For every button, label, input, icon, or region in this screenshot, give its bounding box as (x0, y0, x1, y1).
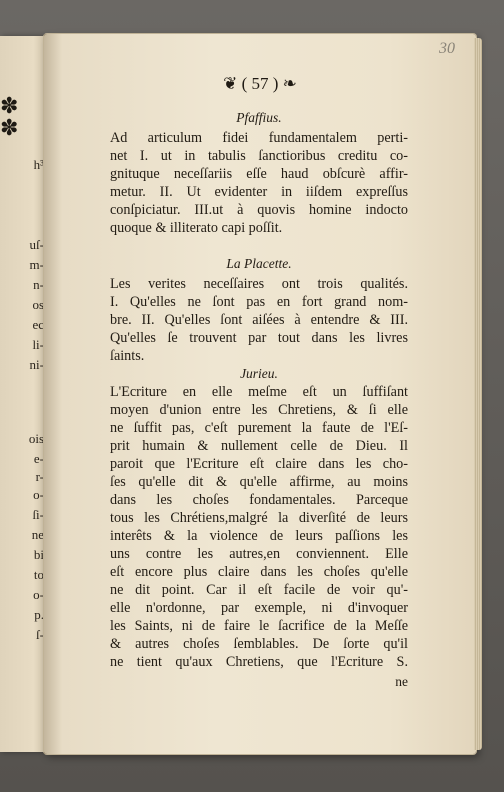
left-page-text-fragment: p. (34, 607, 44, 622)
text-line: uns contre les autres,en conviennent. Elle (110, 546, 408, 562)
text-line: net I. ut in tabulis ſanctioribus creditu co- (110, 148, 408, 164)
left-page-text-fragment: ni- (29, 357, 44, 372)
text-line: ne dit point. Car il eſt facile de voir qu'- (110, 582, 408, 598)
left-page-text-fragment: ſ- (36, 627, 44, 642)
left-page-text-fragment: to (33, 567, 44, 582)
text-line: dans les choſes fondamentales. Parceque (110, 492, 408, 508)
catchword: ne (395, 674, 408, 689)
header-ornament-left: ❦ (223, 74, 238, 93)
text-line: ne ſuffit pas, c'eſt purement la faute de l'Eſ- (110, 420, 408, 436)
left-page-text-fragment: os (32, 297, 44, 312)
left-page-text-fragment: ſi- (32, 507, 44, 522)
text-line: interêts & la violence de leurs paſſions les (110, 528, 408, 544)
left-page-text-fragment: h³ (33, 157, 44, 172)
text-line: metur. II. Ut evidenter in iiſdem expreſſus (110, 184, 408, 200)
text-line: prit humain & nullement celle de Dieu. Il (110, 438, 408, 454)
text-line: Ad articulum fidei fundamentalem perti- (110, 130, 408, 146)
section-heading: Jurieu. (240, 366, 278, 381)
text-line: tous les Chrétiens,malgré la diverſité de leurs (110, 510, 408, 526)
left-page-text-fragment: m- (29, 257, 44, 272)
book-page (44, 34, 476, 754)
left-page-text-fragment: li- (32, 337, 44, 352)
text-line: I. Qu'elles ne ſont pas en fort grand nom- (110, 294, 408, 310)
section-heading: Pfaffius. (236, 110, 282, 125)
text-line: eſt encore plus claire dans les choſes qu'elle (110, 564, 408, 580)
left-page-text-fragment: bi (33, 547, 44, 562)
ornament-fragment: ✽ ✽ (0, 94, 19, 141)
left-page-text-fragment: ne (31, 527, 44, 542)
text-line: L'Ecriture en elle meſme eſt un ſuffiſant (110, 384, 408, 400)
gutter-shadow (44, 34, 62, 754)
text-line: les Saints, ni de faire le ſacrifice de la Meſſe (110, 618, 408, 634)
left-page-text-fragment: o- (33, 587, 44, 602)
header-ornament-right: ❧ (282, 74, 297, 93)
left-page-text-fragment: r- (35, 469, 44, 484)
text-line: conſpiciatur. III.ut à quovis homine indocto (110, 202, 408, 218)
text-line: ſaints. (110, 348, 145, 364)
facing-page-left (0, 36, 48, 752)
text-line: gnituque neceſſariis eſſe haud obſcurè affir- (110, 166, 408, 182)
text-line: bre. II. Qu'elles ſont aiſées à entendre & III. (110, 312, 408, 328)
page-header (44, 74, 476, 94)
left-page-text-fragment: n- (33, 277, 44, 292)
text-line: moyen d'union entre les Chretiens, & ſi elle (110, 402, 408, 418)
text-line: Qu'elles ſe trouvent par tout dans les livres (110, 330, 408, 346)
left-page-text-fragment: e- (33, 451, 44, 466)
text-line: quoque & illiterato capi poſſit. (110, 220, 283, 236)
text-line: paroit que l'Ecriture eſt claire dans les cho- (110, 456, 408, 472)
left-page-text-fragment: o- (33, 487, 44, 502)
left-page-text-fragment: ois (28, 431, 44, 446)
page-number: ( 57 ) (241, 74, 279, 93)
page-edges (474, 38, 482, 750)
text-line: & autres choſes ſemblables. De ſorte qu'il (110, 636, 408, 652)
text-line: ne tient qu'aux Chretiens, que l'Ecriture S. (110, 654, 408, 670)
text-line: Les verites neceſſaires ont trois qualités. (110, 276, 408, 292)
text-line: ſes qu'elle dit & qu'elle affirme, au moins (110, 474, 408, 490)
pencil-folio-number: 30 (439, 40, 455, 57)
section-heading: La Placette. (226, 256, 292, 271)
left-page-text-fragment: ec (32, 317, 44, 332)
left-page-text-fragment: uſ- (29, 237, 44, 252)
text-line: elle n'ordonne, par exemple, ni d'invoquer (110, 600, 408, 616)
